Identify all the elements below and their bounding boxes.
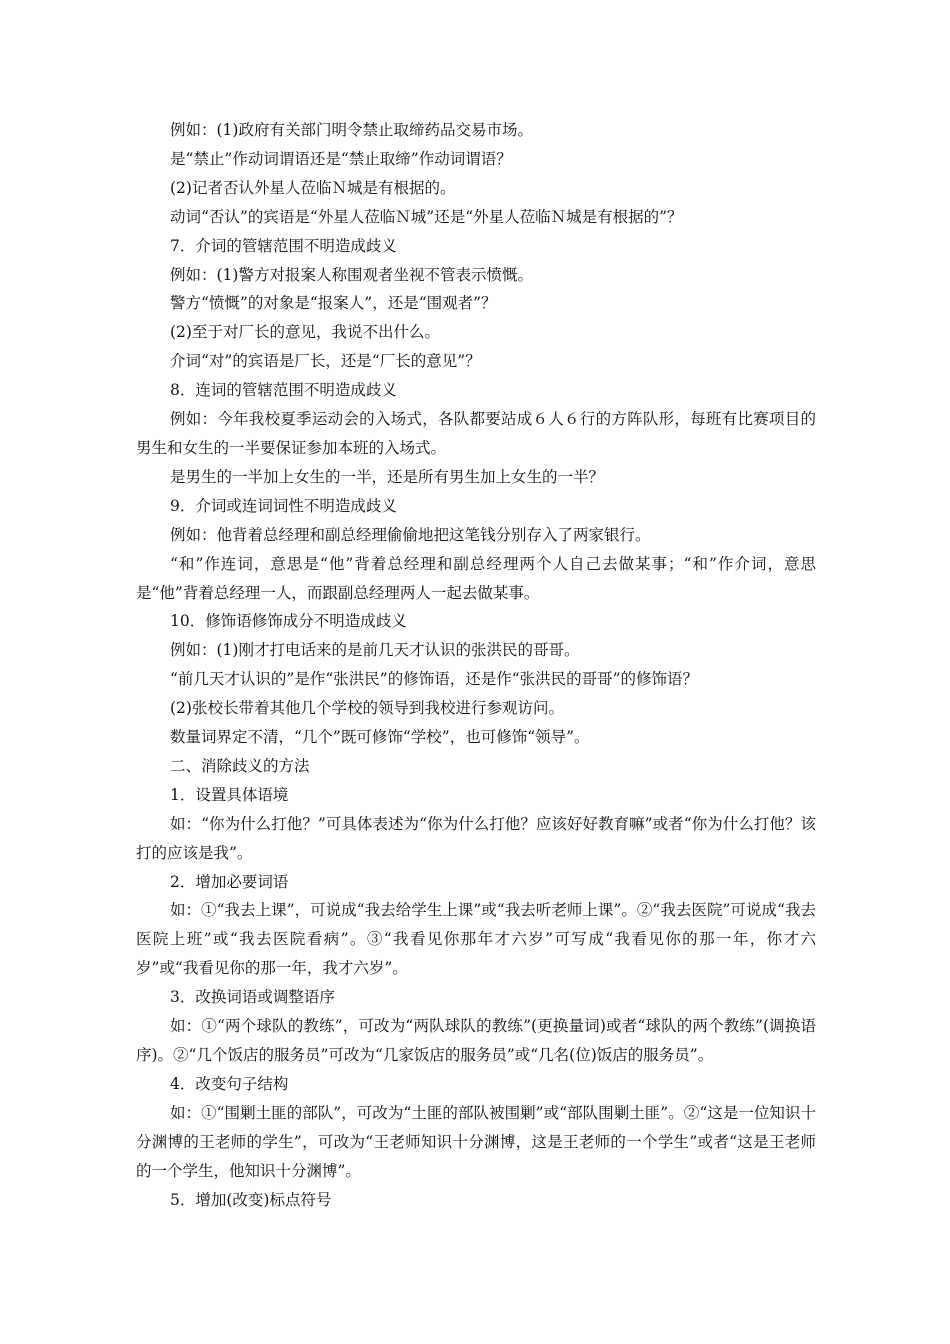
paragraph-3: (2)记者否认外星人莅临Ｎ城是有根据的。 [170,178,456,197]
section-heading-8: 8．连词的管辖范围不明造成歧义 [170,381,397,400]
paragraph-8: (2)至于对厂长的意见，我说不出什么。 [170,323,440,342]
paragraph-12: 是男生的一半加上女生的一半，还是所有男生加上女生的一半？ [170,467,605,486]
paragraph-25: 如：①“我去上课”，可说成“我去给学生上课”或“我去听老师上课”。②“我去医院”可说成“我去医院上班”或“我去医院看病”。③“我看见你那年才六岁”可写成“我看见你的那一年，你才六岁”或“我看见你的那一年，我才六岁”。 [136,901,816,978]
method-heading-4: 4．改变句子结构 [170,1074,289,1093]
paragraph-27: 如：①“两个球队的教练”，可改为“两队球队的教练”(更换量词)或者“球队的两个教练”(调换语序)。②“几个饭店的服务员”可改为“几家饭店的服务员”或“几名(位)饭店的服务员”。 [136,1017,816,1064]
paragraph-15: “和”作连词，意思是“他”背着总经理和副总经理两个人自己去做某事；“和”作介词，意思是“他”背着总经理一人，而跟副总经理两人一起去做某事。 [136,554,816,602]
paragraph-11: 例如：今年我校夏季运动会的入场式，各队都要站成６人６行的方阵队形，每班有比赛项目的男生和女生的一半要保证参加本班的入场式。 [136,410,816,457]
section-heading-7: 7．介词的管辖范围不明造成歧义 [170,236,397,255]
paragraph-9: 介词“对”的宾语是厂长，还是“厂长的意见”？ [170,352,481,371]
paragraph-29: 如：①“围剿土匪的部队”，可改为“土匪的部队被围剿”或“部队围剿土匪”。②“这是一位知识十分渊博的王老师的学生”，可改为“王老师知识十分渊博，这是王老师的一个学生”或者“这是王老师的一个学生，他知识十分渊博”。 [136,1103,816,1180]
paragraph-2: 是“禁止”作动词谓语还是“禁止取缔”作动词谓语？ [170,149,512,168]
paragraph-14: 例如：他背着总经理和副总经理偷偷地把这笔钱分别存入了两家银行。 [170,525,651,544]
paragraph-20: 数量词界定不清，“几个”既可修饰“学校”，也可修饰“领导”。 [170,728,590,747]
paragraph-19: (2)张校长带着其他几个学校的领导到我校进行参观访问。 [170,699,564,718]
section-heading-9: 9．介词或连词词性不明造成歧义 [170,496,397,515]
document-body [136,116,816,1214]
method-heading-5: 5．增加(改变)标点符号 [170,1190,332,1209]
part-heading-2: 二、消除歧义的方法 [170,756,310,775]
method-heading-2: 2．增加必要词语 [170,872,289,891]
section-heading-10: 10．修饰语修饰成分不明造成歧义 [170,612,407,631]
paragraph-4: 动词“否认”的宾语是“外星人莅临Ｎ城”还是“外星人莅临Ｎ城是有根据的”？ [170,207,683,226]
method-heading-1: 1．设置具体语境 [170,785,289,804]
paragraph-6: 例如：(1)警方对报案人称围观者坐视不管表示愤慨。 [170,265,533,284]
paragraph-7: 警方“愤慨”的对象是“报案人”，还是“围观者”？ [170,294,497,313]
paragraph-23: 如：“你为什么打他？”可具体表述为“你为什么打他？应该好好教育嘛”或者“你为什么打他？该打的应该是我”。 [136,814,816,862]
paragraph-17: 例如：(1)刚才打电话来的是前几天才认识的张洪民的哥哥。 [170,641,580,660]
paragraph-18: “前几天才认识的”是作“张洪民”的修饰语，还是作“张洪民的哥哥”的修饰语？ [170,670,699,689]
paragraph-1: 例如：(1)政府有关部门明令禁止取缔药品交易市场。 [170,121,533,139]
method-heading-3: 3．改换词语或调整语序 [170,988,335,1007]
